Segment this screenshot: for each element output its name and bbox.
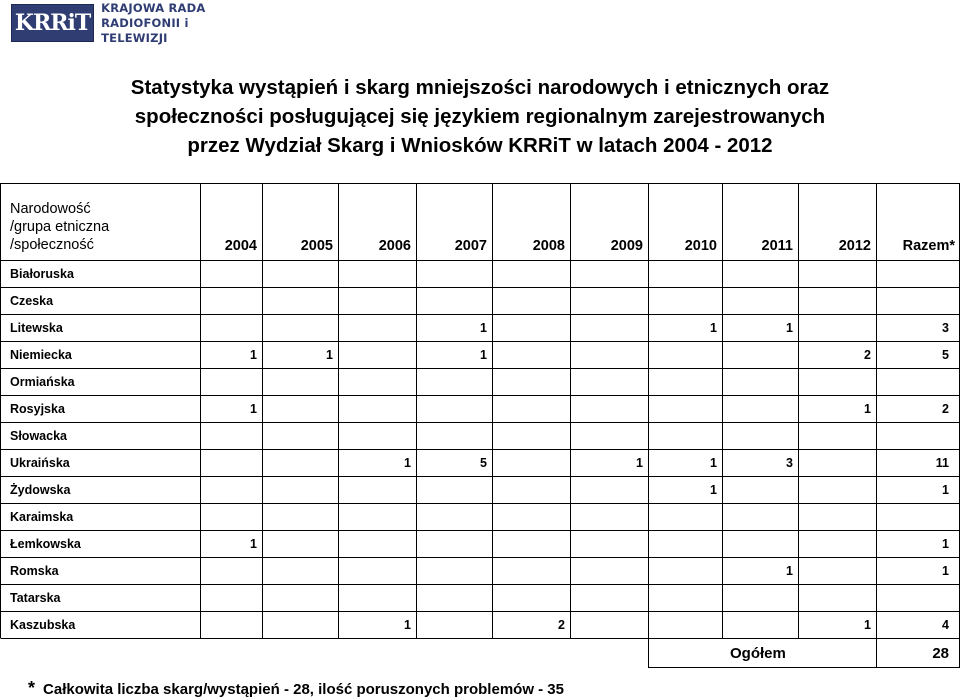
row-value: 4 <box>942 618 949 632</box>
footnote <box>28 678 564 699</box>
row-value: 1 <box>250 348 257 362</box>
row-name: Słowacka <box>10 429 67 443</box>
row-name: Karaimska <box>10 510 74 524</box>
title-line-3: przez Wydział Skarg i Wniosków KRRiT w latach 2004 - 2012 <box>187 134 773 157</box>
row-value: 1 <box>404 618 411 632</box>
header-year: 2012 <box>838 238 871 254</box>
header-year: 2010 <box>684 238 717 254</box>
title-line-2: społeczności posługującej się językiem regionalnym zarejestrowanych <box>134 105 826 128</box>
row-value: 5 <box>942 348 949 362</box>
row-value: 11 <box>935 456 949 470</box>
row-value: 1 <box>786 321 793 335</box>
row-value: 3 <box>786 456 793 470</box>
row-name: Rosyjska <box>10 402 65 416</box>
header-name-column <box>10 200 109 254</box>
row-value: 1 <box>250 537 257 551</box>
row-name: Ormiańska <box>10 375 75 389</box>
row-name: Czeska <box>10 294 54 308</box>
logo-mark-text: KRRiT <box>14 10 91 36</box>
row-value: 5 <box>480 456 487 470</box>
footnote-text: Całkowita liczba skarg/wystąpień - 28, ilość poruszonych problemów - 35 <box>43 681 564 698</box>
row-name: Romska <box>10 564 59 578</box>
row-name: Białoruska <box>10 267 74 281</box>
header-name-line-3: /społeczność <box>10 237 94 253</box>
title-line-1: Statystyka wystąpień i skarg mniejszości narodowych i etnicznych oraz <box>130 76 830 99</box>
row-value: 1 <box>710 483 717 497</box>
header-name-line-1: Narodowość <box>10 201 91 217</box>
row-value: 3 <box>942 321 949 335</box>
footnote-star: * <box>28 678 36 698</box>
row-value: 1 <box>864 402 871 416</box>
row-value: 1 <box>710 321 717 335</box>
row-value: 1 <box>250 402 257 416</box>
row-value: 1 <box>326 348 333 362</box>
row-value: 2 <box>558 618 565 632</box>
row-name: Łemkowska <box>10 537 81 551</box>
header-year: 2008 <box>532 238 565 254</box>
header-year: 2007 <box>454 238 487 254</box>
logo-line-1: KRAJOWA RADA <box>101 0 206 15</box>
total-label: Ogółem <box>730 645 786 662</box>
row-value: 1 <box>942 537 949 551</box>
header-year: 2011 <box>761 238 793 254</box>
row-value: 1 <box>864 618 871 632</box>
row-name: Niemiecka <box>10 348 72 362</box>
row-value: 1 <box>786 564 793 578</box>
row-name: Kaszubska <box>10 618 76 632</box>
row-name: Żydowska <box>10 483 71 497</box>
row-value: 2 <box>942 402 949 416</box>
header-year: 2006 <box>378 238 411 254</box>
row-value: 1 <box>942 483 949 497</box>
row-value: 1 <box>710 456 717 470</box>
total-value: 28 <box>932 645 949 662</box>
header-year: 2004 <box>224 238 257 254</box>
row-value: 1 <box>480 321 487 335</box>
row-value: 1 <box>480 348 487 362</box>
header-name-line-2: /grupa etniczna <box>10 219 110 235</box>
logo-line-2: RADIOFONII i TELEWIZJI <box>101 15 189 45</box>
header-year: 2009 <box>610 238 643 254</box>
row-value: 1 <box>942 564 949 578</box>
row-value: 1 <box>636 456 643 470</box>
header-year: Razem* <box>902 238 955 254</box>
row-value: 1 <box>404 456 411 470</box>
row-name: Tatarska <box>10 591 61 605</box>
header-year: 2005 <box>300 238 333 254</box>
row-name: Litewska <box>10 321 63 335</box>
row-name: Ukraińska <box>10 456 70 470</box>
row-value: 2 <box>864 348 871 362</box>
